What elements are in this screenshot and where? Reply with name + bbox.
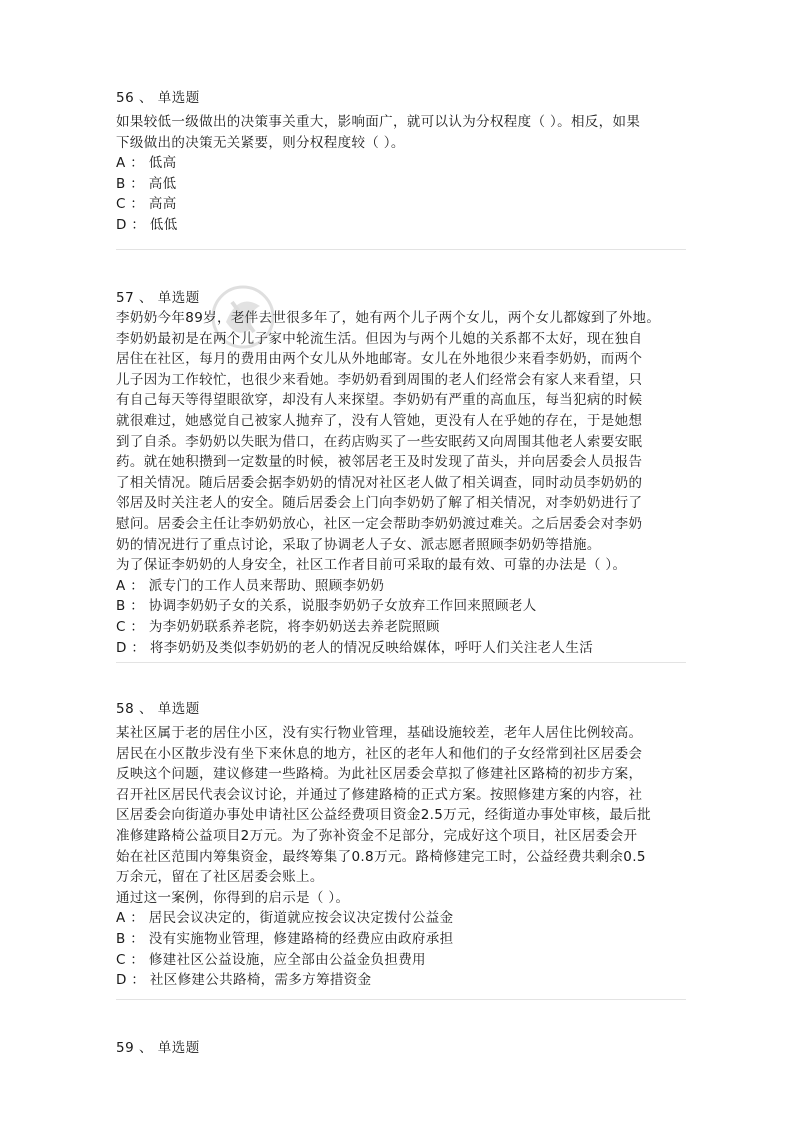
question-stem-line: 到了自杀。李奶奶以失眠为借口，在药店购买了一些安眠药又向周围其他老人索要安眠 xyxy=(116,433,643,450)
question-stem-line: 如果较低一级做出的决策事关重大，影响面广，就可以认为分权程度（ ）。相反，如果 xyxy=(116,114,641,130)
option-b: B ： 没有实施物业管理，修建路椅的经费应由政府承担 xyxy=(116,930,454,947)
option-c: C ： 高高 xyxy=(116,196,177,213)
question-stem-line: 通过这一案例，你得到的启示是（ ）。 xyxy=(116,889,350,906)
divider xyxy=(116,662,686,663)
option-b: B ： 协调李奶奶子女的关系，说服李奶奶子女放弃工作回来照顾老人 xyxy=(116,598,537,615)
divider xyxy=(116,999,686,1000)
question-header: 59 、 单选题 xyxy=(116,1040,200,1056)
question-57 xyxy=(116,288,686,658)
question-stem-line: 李奶奶最初是在两个儿子家中轮流生活。但因为与两个儿媳的关系都不太好，现在独自 xyxy=(116,330,643,347)
question-header: 58 、 单选题 xyxy=(116,701,200,717)
question-stem-line: 始在社区范围内筹集资金，最终筹集了0.8万元。路椅修建完工时，公益经费共剩余0.5 xyxy=(116,848,646,865)
option-a: A ： 低高 xyxy=(116,155,177,172)
question-stem-line: 准修建路椅公益项目2万元。为了弥补资金不足部分，完成好这个项目，社区居委会开 xyxy=(116,827,638,844)
question-stem-line: 召开社区居民代表会议讨论，并通过了修建路椅的正式方案。按照修建方案的内容，社 xyxy=(116,786,643,803)
question-56 xyxy=(116,88,686,236)
question-stem-line: 邻居及时关注老人的安全。随后居委会上门向李奶奶了解了相关情况，对李奶奶进行了 xyxy=(116,495,643,512)
question-stem-line: 就很难过，她感觉自己被家人抛弃了，没有人管她，更没有人在乎她的存在，于是她想 xyxy=(116,412,643,429)
option-a: A ： 派专门的工作人员来帮助、照顾李奶奶 xyxy=(116,577,385,594)
option-c: C ： 为李奶奶联系养老院，将李奶奶送去养老院照顾 xyxy=(116,618,440,635)
option-b: B ： 高低 xyxy=(116,175,177,192)
question-stem-line: 为了保证李奶奶的人身安全，社区工作者目前可采取的最有效、可靠的办法是（ ）。 xyxy=(116,557,627,574)
question-stem-line: 居住在社区，每月的费用由两个女儿从外地邮寄。女儿在外地很少来看李奶奶，而两个 xyxy=(116,351,643,368)
option-c: C ： 修建社区公益设施，应全部由公益金负担费用 xyxy=(116,951,426,968)
option-d: D ： 低低 xyxy=(116,216,178,233)
question-header: 57 、 单选题 xyxy=(116,290,200,306)
question-stem-line: 下级做出的决策无关紧要，则分权程度较（ ）。 xyxy=(116,134,405,151)
question-stem-line: 万余元，留在了社区居委会账上。 xyxy=(116,869,324,886)
question-stem-line: 居民在小区散步没有坐下来休息的地方，社区的老年人和他们的子女经常到社区居委会 xyxy=(116,745,643,762)
question-stem-line: 慰问。居委会主任让李奶奶放心，社区一定会帮助李奶奶渡过难关。之后居委会对李奶 xyxy=(116,515,643,532)
question-59 xyxy=(116,1038,686,1058)
question-stem-line: 药。就在她积攒到一定数量的时候，被邻居老王及时发现了苗头，并向居委会人员报告 xyxy=(116,454,643,471)
question-stem-line: 某社区属于老的居住小区，没有实行物业管理，基础设施较差，老年人居住比例较高。 xyxy=(116,725,643,741)
question-stem-line: 反映这个问题，建议修建一些路椅。为此社区居委会草拟了修建社区路椅的初步方案， xyxy=(116,766,643,783)
divider xyxy=(116,249,686,250)
question-stem-line: 奶的情况进行了重点讨论，采取了协调老人子女、派志愿者照顾李奶奶等措施。 xyxy=(116,536,601,553)
question-stem-line: 区居委会向街道办事处申请社区公益经费项目资金2.5万元，经街道办事处审核，最后批 xyxy=(116,807,651,824)
question-header: 56 、 单选题 xyxy=(116,90,200,106)
question-58 xyxy=(116,699,686,991)
question-stem-line: 儿子因为工作较忙，也很少来看她。李奶奶看到周围的老人们经常会有家人来看望，只 xyxy=(116,371,643,388)
question-stem-line: 李奶奶今年89岁，老伴去世很多年了，她有两个儿子两个女儿，两个女儿都嫁到了外地。 xyxy=(116,310,661,326)
option-a: A ： 居民会议决定的，街道就应按会议决定拨付公益金 xyxy=(116,910,454,927)
option-d: D ： 将李奶奶及类似李奶奶的老人的情况反映给媒体，呼吁人们关注老人生活 xyxy=(116,639,594,656)
question-stem-line: 了相关情况。随后居委会据李奶奶的情况对社区老人做了相关调查，同时动员李奶奶的 xyxy=(116,474,643,491)
option-d: D ： 社区修建公共路椅，需多方筹措资金 xyxy=(116,972,372,989)
question-stem-line: 有自己每天等得望眼欲穿，却没有人来探望。李奶奶有严重的高血压，每当犯病的时候 xyxy=(116,392,643,409)
